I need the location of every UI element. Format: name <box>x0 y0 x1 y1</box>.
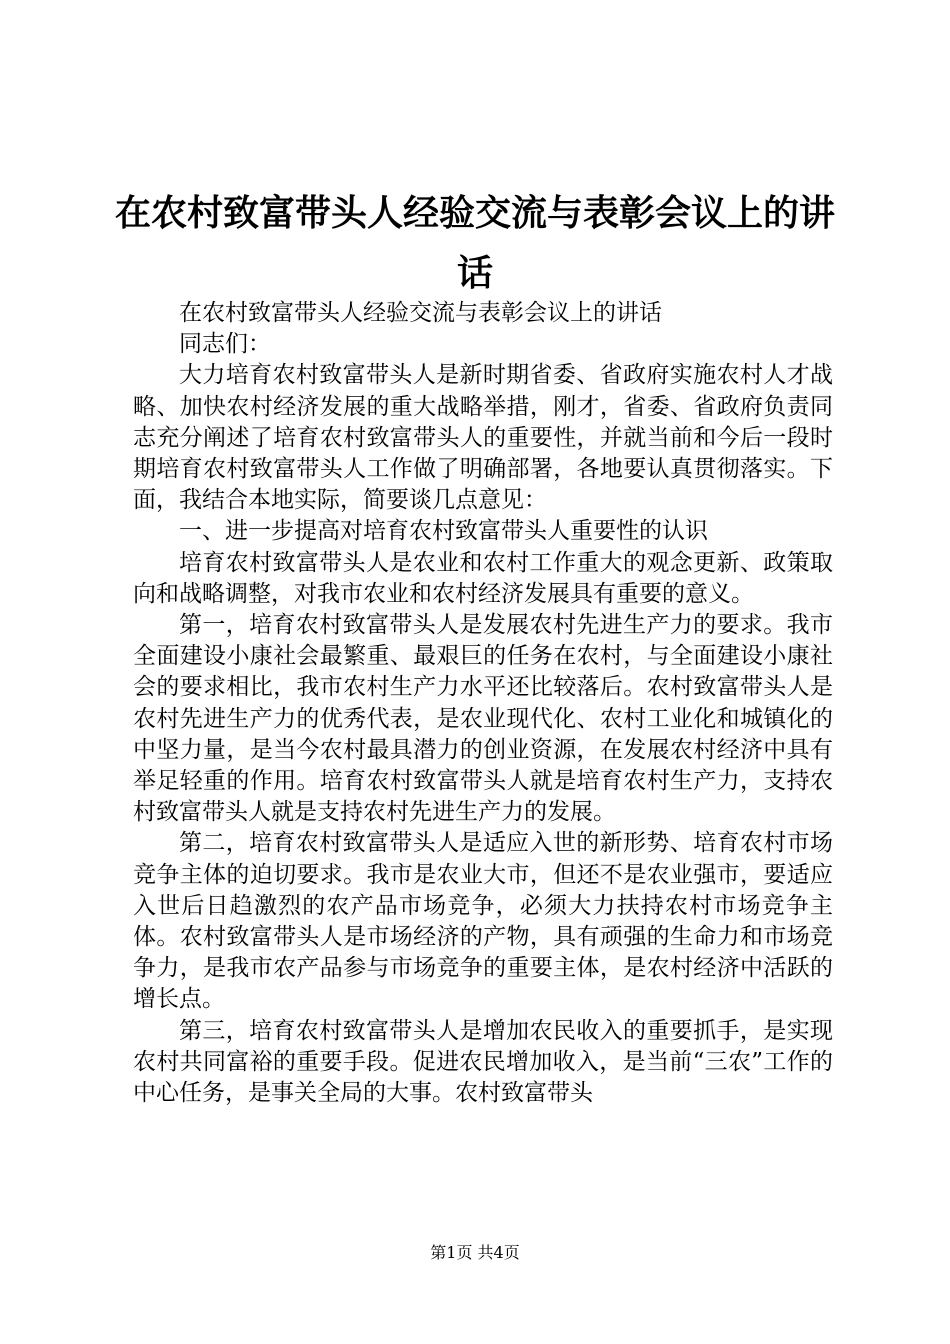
section-heading-1: 一、进一步提高对培育农村致富带头人重要性的认识 <box>179 518 708 545</box>
paragraph-significance: 培育农村致富带头人是农业和农村工作重大的观念更新、政策取向和战略调整，对我市农业和农村经济发展具有重要的意义。 <box>133 549 833 607</box>
page-number-footer: 第1页 共4页 <box>430 1243 520 1262</box>
document-title <box>110 183 840 303</box>
document-body <box>133 298 833 1109</box>
paragraph-point-1: 第一，培育农村致富带头人是发展农村先进生产力的要求。我市全面建设小康社会最繁重、最艰巨的任务在农村，与全面建设小康社会的要求相比，我市农村生产力水平还比较落后。农村致富带头人是农村先进生产力的优秀代表，是农业现代化、农村工业化和城镇化的中坚力量，是当今农村最具潜力的创业资源，在发展农村经济中具有举足轻重的作用。培育农村致富带头人就是培育农村生产力，支持农村致富带头人就是支持农村先进生产力的发展。 <box>133 612 833 826</box>
paragraph-intro: 大力培育农村致富带头人是新时期省委、省政府实施农村人才战略、加快农村经济发展的重大战略举措，刚才，省委、省政府负责同志充分阐述了培育农村致富带头人的重要性，并就当前和今后一段时期培育农村致富带头人工作做了明确部署，各地要认真贯彻落实。下面，我结合本地实际，简要谈几点意见： <box>133 362 833 514</box>
title-line-2: 话 <box>456 252 493 294</box>
salutation: 同志们： <box>179 331 271 358</box>
title-line-1: 在农村致富带头人经验交流与表彰会议上的讲 <box>114 192 835 234</box>
paragraph-point-2: 第二，培育农村致富带头人是适应入世的新形势、培育农村市场竞争主体的迫切要求。我市是农业大市，但还不是农业强市，要适应入世后日趋激烈的农产品市场竞争，必须大力扶持农村市场竞争主体。农村致富带头人是市场经济的产物，具有顽强的生命力和市场竞争力，是我市农产品参与市场竞争的重要主体，是农村经济中活跃的增长点。 <box>133 830 833 1013</box>
document-subtitle: 在农村致富带头人经验交流与表彰会议上的讲话 <box>179 300 662 326</box>
paragraph-point-3: 第三，培育农村致富带头人是增加农民收入的重要抓手，是实现农村共同富裕的重要手段。促进农民增加收入，是当前“三农”工作的中心任务，是事关全局的大事。农村致富带头 <box>133 1017 833 1107</box>
